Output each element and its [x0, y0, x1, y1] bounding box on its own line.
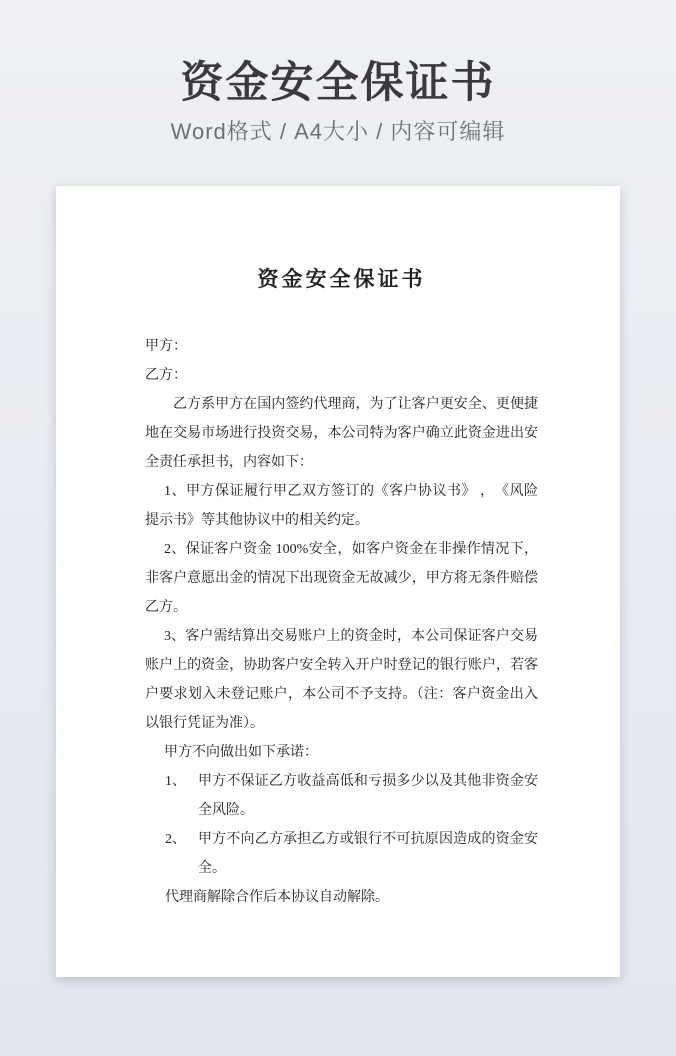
- clause-3: 3、客户需结算出交易账户上的资金时，本公司保证客户交易账户上的资金，协助客户安全转入开户时登记的银行账户，若客户要求划入未登记账户，本公司不予支持。（注：客户资金出入以银行凭证为准）。: [145, 629, 538, 731]
- party-a-label: 甲方：: [145, 339, 187, 354]
- document-body: [145, 332, 538, 912]
- promise-2-text: 甲方不向乙方承担乙方或银行不可抗原因造成的资金安全。: [198, 832, 538, 876]
- promises-heading: 甲方不向做出如下承诺：: [164, 745, 318, 760]
- party-b-label: 乙方：: [145, 368, 187, 383]
- page-subtitle: Word格式 / A4大小 / 内容可编辑: [170, 119, 506, 144]
- promise-item-2: [145, 825, 538, 883]
- document-page: [56, 186, 620, 977]
- clause-2: 2、保证客户资金 100%安全，如客户资金在非操作情况下，非客户意愿出金的情况下出现资金无故减少，甲方将无条件赔偿乙方。: [145, 542, 538, 615]
- promise-1-text: 甲方不保证乙方收益高低和亏损多少以及其他非资金安全风险。: [198, 774, 538, 818]
- template-header: [0, 0, 676, 146]
- clause-1: 1、甲方保证履行甲乙双方签订的《客户协议书》 ， 《风险提示书》等其他协议中的相关约定。: [145, 484, 538, 528]
- closing-line: 代理商解除合作后本协议自动解除。: [165, 890, 389, 905]
- intro-paragraph: 乙方系甲方在国内签约代理商，为了让客户更安全、更便捷地在交易市场进行投资交易，本公司特为客户确立此资金进出安全责任承担书，内容如下：: [145, 397, 538, 470]
- promise-item-1: [145, 767, 538, 825]
- promise-2-number: 2、: [165, 832, 186, 847]
- promise-1-number: 1、: [165, 774, 186, 789]
- document-title: 资金安全保证书: [257, 267, 426, 291]
- page-title: 资金安全保证书: [180, 59, 496, 107]
